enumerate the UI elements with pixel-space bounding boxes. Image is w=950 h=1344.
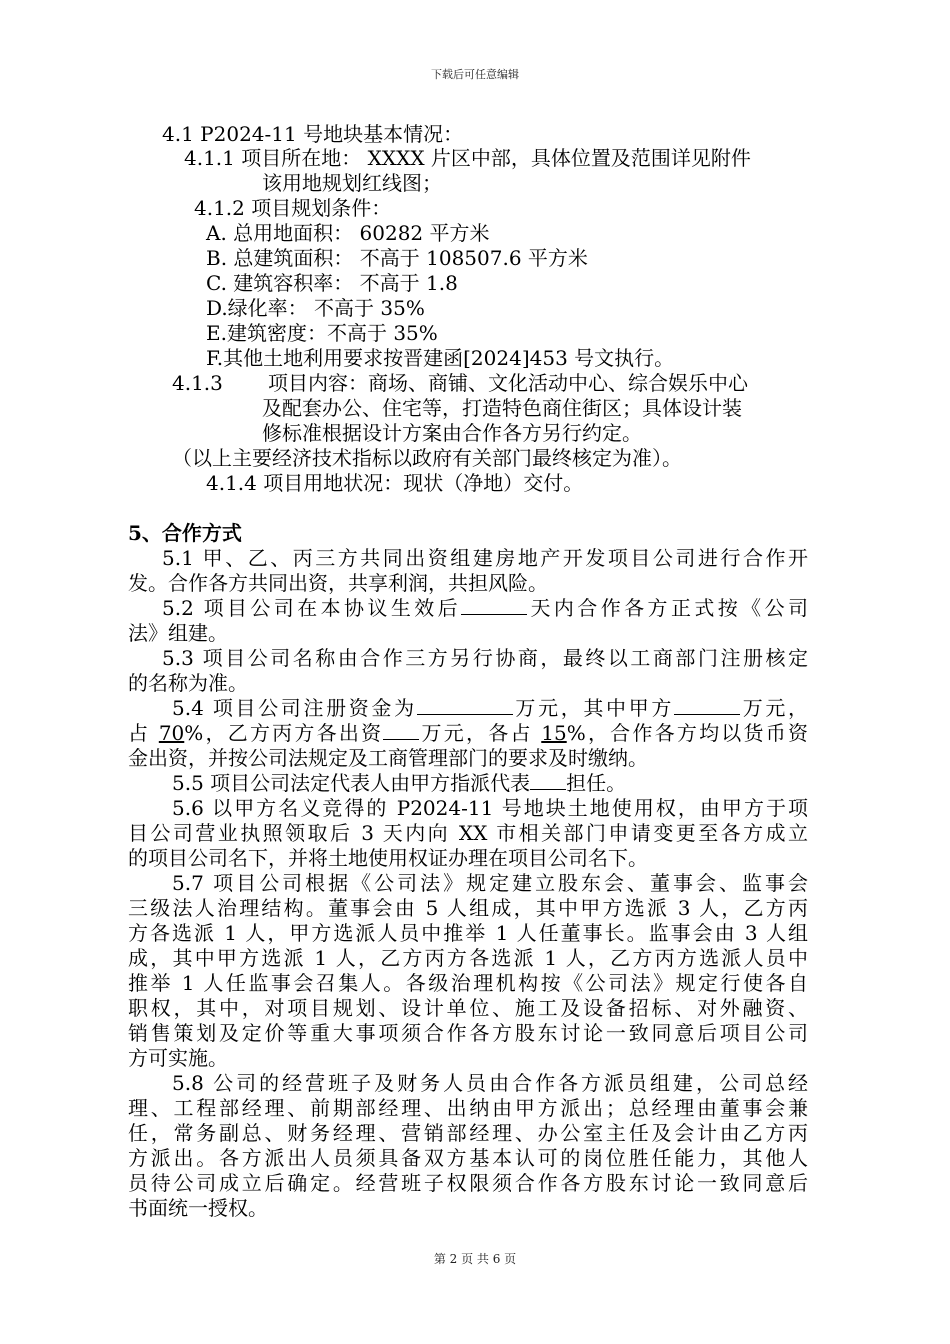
content-line-2: 及配套办公、住宅等，打造特色商住街区；具体设计装 <box>262 396 742 420</box>
clause-5-1-line-2: 发。合作各方共同出资，共享利润，共担风险。 <box>128 571 548 595</box>
planning-conditions-heading: 4.1.2 项目规划条件： <box>194 196 392 220</box>
page-footer: 第 2 页 共 6 页 <box>433 1252 517 1266</box>
condition-d: D.绿化率： 不高于 35% <box>206 296 425 320</box>
clause-5-2-line-1: 5.2 项目公司在本协议生效后 天内合作各方正式按《公司 <box>162 596 808 620</box>
content-line-3: 修标准根据设计方案由合作各方另行约定。 <box>262 421 642 445</box>
clause-5-6-line-3: 的项目公司名下，并将土地使用权证办理在项目公司名下。 <box>128 846 648 870</box>
clause-5-4-line-3: 金出资，并按公司法规定及工商管理部门的要求及时缴纳。 <box>128 746 648 770</box>
clause-5-7-line-2: 三级法人治理结构。董事会由 5 人组成，其中甲方选派 3 人，乙方丙 <box>128 896 808 920</box>
clause-5-7-line-5: 推举 1 人任监事会召集人。各级治理机构按《公司法》规定行使各自 <box>128 971 808 995</box>
location-line-2: 该用地规划红线图； <box>262 171 442 195</box>
section-4-1-title: 4.1 P2024-11 号地块基本情况： <box>162 122 464 146</box>
land-status: 4.1.4 项目用地状况：现状（净地）交付。 <box>206 471 584 495</box>
condition-b: B. 总建筑面积： 不高于 108507.6 平方米 <box>206 246 588 270</box>
party-a-capital-blank[interactable] <box>674 696 740 715</box>
clause-5-8-line-4: 方派出。各方派出人员须具备双方基本认可的岗位胜任能力，其他人 <box>128 1146 808 1170</box>
condition-e: E.建筑密度：不高于 35% <box>206 321 438 345</box>
clause-5-7-line-4: 成，其中甲方选派 1 人，乙方丙方各选派 1 人，乙方丙方选派人员中 <box>128 946 808 970</box>
clause-5-7-line-6: 职权，其中，对项目规划、设计单位、施工及设备招标、对外融资、 <box>128 996 808 1020</box>
clause-5-8-line-1: 5.8 公司的经营班子及财务人员由合作各方派员组建，公司总经 <box>172 1071 808 1095</box>
page-header: 下载后可任意编辑 <box>431 68 519 81</box>
clause-5-5: 5.5 项目公司法定代表人由甲方指派代表 担任。 <box>172 771 627 795</box>
clause-5-7-line-8: 方可实施。 <box>128 1046 228 1070</box>
clause-5-7-line-3: 方各选派 1 人，甲方选派人员中推举 1 人任董事长。监事会由 3 人组 <box>128 921 808 945</box>
location-line-1: 4.1.1 项目所在地： XXXX 片区中部，具体位置及范围详见附件 <box>184 146 751 170</box>
section-5-title: 5、合作方式 <box>128 521 242 545</box>
content-number: 4.1.3 <box>172 371 223 395</box>
clause-5-7-line-1: 5.7 项目公司根据《公司法》规定建立股东会、董事会、监事会 <box>172 871 808 895</box>
clause-5-2-line-2: 法》组建。 <box>128 621 228 645</box>
condition-c: C. 建筑容积率： 不高于 1.8 <box>206 271 458 295</box>
clause-5-4-line-1: 5.4 项目公司注册资金为 万元，其中甲方 万元， <box>172 696 809 720</box>
content-line-1: 项目内容：商场、商铺、文化活动中心、综合娱乐中心 <box>268 371 748 395</box>
representative-blank[interactable] <box>530 771 566 790</box>
clause-5-1-line-1: 5.1 甲、乙、丙三方共同出资组建房地产开发项目公司进行合作开 <box>162 546 808 570</box>
days-blank[interactable] <box>461 596 527 615</box>
clause-5-6-line-1: 5.6 以甲方名义竞得的 P2024-11 号地块土地使用权，由甲方于项 <box>172 796 808 820</box>
clause-5-8-line-6: 书面统一授权。 <box>128 1196 268 1220</box>
clause-5-3-line-1: 5.3 项目公司名称由合作三方另行协商，最终以工商部门注册核定 <box>162 646 808 670</box>
clause-5-8-line-5: 员待公司成立后确定。经营班子权限须合作各方股东讨论一致同意后 <box>128 1171 808 1195</box>
clause-5-8-line-3: 任，常务副总、财务经理、营销部经理、办公室主任及会计由乙方丙 <box>128 1121 808 1145</box>
indicator-note: （以上主要经济技术指标以政府有关部门最终核定为准）。 <box>172 446 682 470</box>
clause-5-8-line-2: 理、工程部经理、前期部经理、出纳由甲方派出；总经理由董事会兼 <box>128 1096 808 1120</box>
clause-5-7-line-7: 销售策划及定价等重大事项须合作各方股东讨论一致同意后项目公司 <box>128 1021 808 1045</box>
clause-5-6-line-2: 目公司营业执照领取后 3 天内向 XX 市相关部门申请变更至各方成立 <box>128 821 808 845</box>
clause-5-4-line-2: 占 70%，乙方丙方各出资 万元，各占 15%，合作各方均以货币资 <box>128 721 808 745</box>
party-bc-capital-blank[interactable] <box>383 721 419 740</box>
condition-f: F.其他土地利用要求按晋建函[2024]453 号文执行。 <box>206 346 675 370</box>
clause-5-3-line-2: 的名称为准。 <box>128 671 248 695</box>
condition-a: A. 总用地面积： 60282 平方米 <box>206 221 490 245</box>
capital-blank[interactable] <box>417 696 513 715</box>
